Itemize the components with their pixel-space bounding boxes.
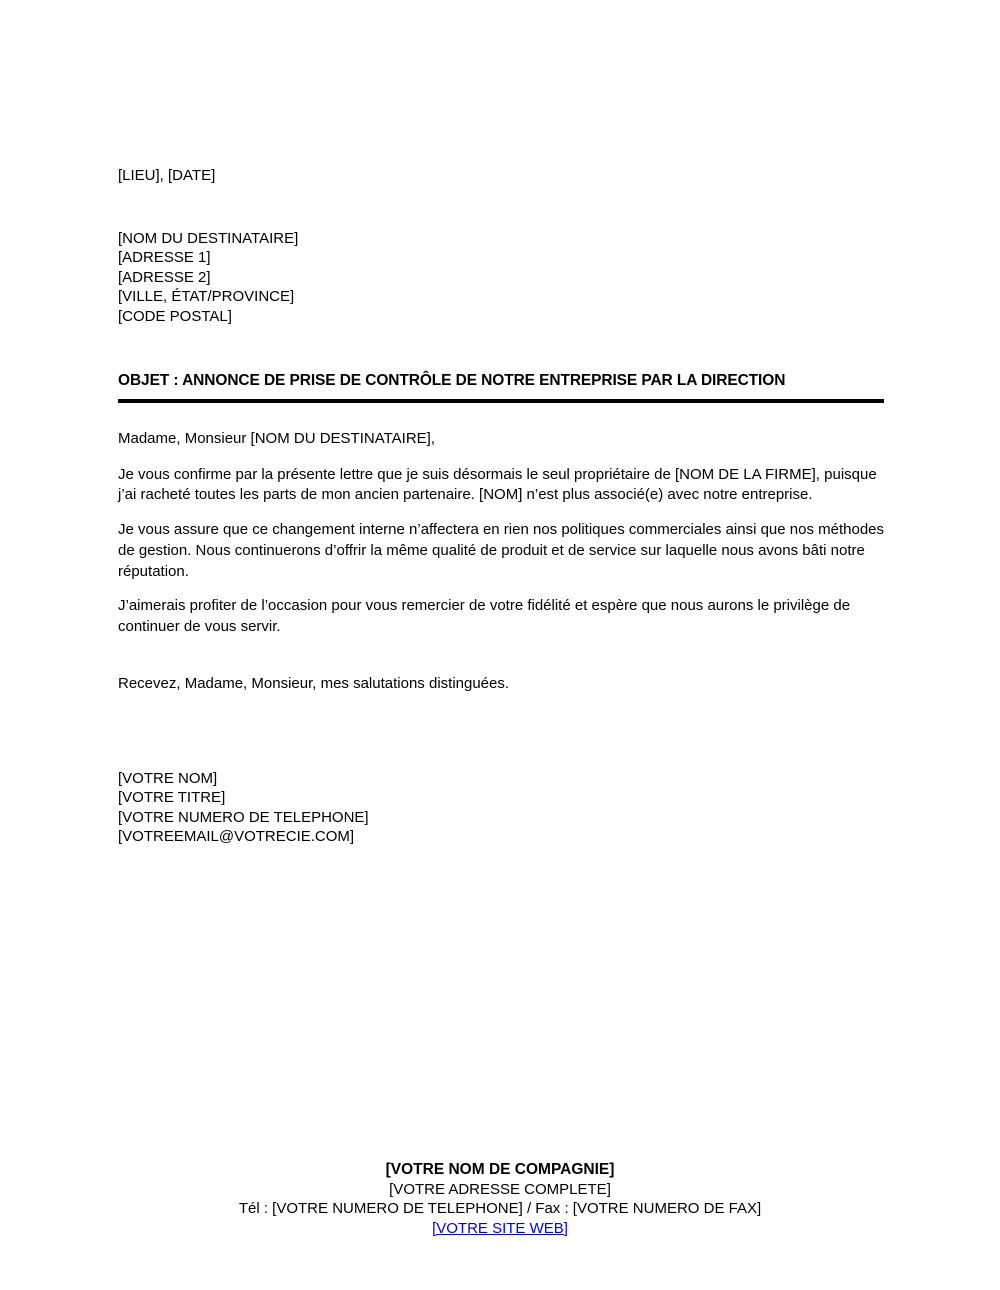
subject-divider (118, 399, 884, 403)
recipient-address-2: [ADRESSE 2] (118, 268, 211, 286)
recipient-postal-code: [CODE POSTAL] (118, 307, 232, 325)
sender-title: [VOTRE TITRE] (118, 789, 226, 807)
body-paragraph-3: J’aimerais profiter de l’occasion pour vous remercier de votre fidélité et espère que nous aurons le privilège de continuer de vous servir. (118, 597, 851, 636)
sender-name: [VOTRE NOM] (118, 769, 218, 787)
closing-line: Recevez, Madame, Monsieur, mes salutations distinguées. (118, 675, 510, 693)
subject-line: OBJET : ANNONCE DE PRISE DE CONTRÔLE DE NOTRE ENTREPRISE PAR LA DIRECTION (118, 372, 786, 389)
company-address: [VOTRE ADRESSE COMPLETE] (389, 1180, 611, 1198)
salutation-line: Madame, Monsieur [NOM DU DESTINATAIRE], (118, 430, 436, 447)
company-footer (0, 1160, 1000, 1238)
recipient-address-1: [ADRESSE 1] (118, 249, 211, 266)
recipient-city-state: [VILLE, ÉTAT/PROVINCE] (118, 288, 295, 305)
sender-phone: [VOTRE NUMERO DE TELEPHONE] (118, 808, 369, 826)
letter-body (118, 0, 884, 847)
body-paragraph-1: Je vous confirme par la présente lettre que je suis désormais le seul propriétaire de [NOM DE LA FIRME], puisque j’ai racheté toutes les parts de mon ancien partenaire. [NOM] n’est plus associé(e) avec notre entreprise. (118, 465, 877, 504)
website-link[interactable]: [VOTRE SITE WEB] (432, 1219, 568, 1237)
company-name: [VOTRE NOM DE COMPAGNIE] (385, 1161, 615, 1178)
sender-email: [VOTREEMAIL@VOTRECIE.COM] (118, 828, 355, 846)
recipient-block (118, 229, 884, 327)
signature-block (118, 769, 884, 847)
recipient-name: [NOM DU DESTINATAIRE] (118, 229, 299, 247)
place-date-line: [LIEU], [DATE] (118, 167, 216, 184)
company-tel-fax: Tél : [VOTRE NUMERO DE TELEPHONE] / Fax : [VOTRE NUMERO DE FAX] (238, 1200, 762, 1217)
body-paragraph-2: Je vous assure que ce changement interne n’affectera en rien nos politiques commerciales ainsi que nos méthodes de gestion. Nous continuerons d’offrir la même qualité de produit et de service sur laquelle nous avons bâti notre réputation. (118, 521, 885, 580)
